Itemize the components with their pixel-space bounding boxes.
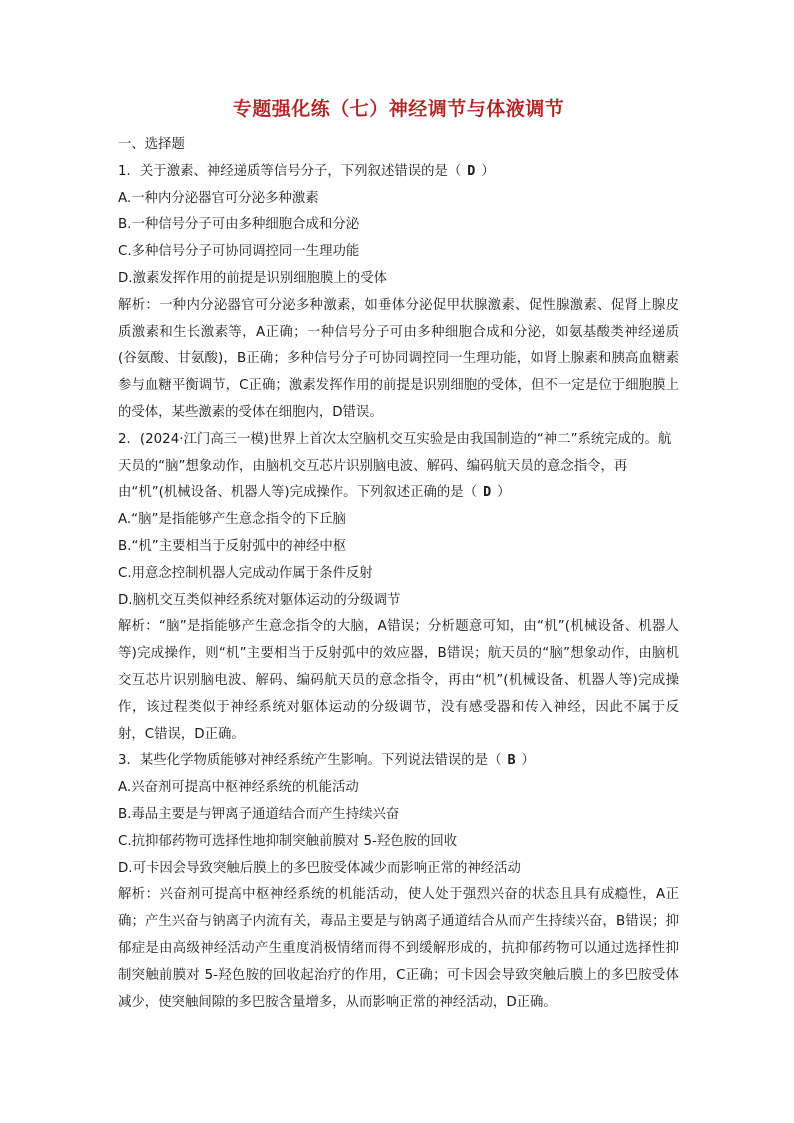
- stem-close: ）: [497, 485, 511, 501]
- answer-letter: D: [483, 485, 492, 501]
- option-b: B.“机”主要相当于反射弧中的神经中枢: [118, 538, 347, 554]
- question-stem: [118, 427, 679, 507]
- page-title: 专题强化练（七）神经调节与体液调节: [232, 98, 565, 120]
- option-c: C.抗抑郁药物可选择性地抑制突触前膜对 5-羟色胺的回收: [118, 833, 458, 849]
- option-c: C.多种信号分子可协同调控同一生理功能: [118, 244, 360, 260]
- question-3: [118, 748, 679, 1016]
- option-b: B.毒品主要是与钾离子通道结合而产生持续兴奋: [118, 806, 400, 822]
- section-heading: 一、选择题: [118, 137, 185, 152]
- answer-letter: D: [467, 163, 476, 179]
- analysis-text: 解析：一种内分泌器官可分泌多种激素，如垂体分泌促甲状腺激素、促性腺激素、促肾上腺皮质激素和生长激素等，A正确；一种信号分子可由多种细胞合成和分泌，如氨基酸类神经递质(谷氨酸、甘氨酸)，B正确；多种信号分子可协同调控同一生理功能，如肾上腺素和胰高血糖素参与血糖平衡调节，C正确；激素发挥作用的前提是识别细胞的受体，但不一定是位于细胞膜上的受体，某些激素的受体在细胞内，D错误。: [118, 297, 679, 420]
- question-2: [118, 427, 679, 749]
- stem-text: 3．某些化学物质能够对神经系统产生影响。下列说法错误的是（: [118, 753, 502, 769]
- option-b: B.一种信号分子可由多种细胞合成和分泌: [118, 217, 360, 233]
- analysis-text: 解析：兴奋剂可提高中枢神经系统的机能活动，使人处于强烈兴奋的状态且具有成瘾性，A正确；产生兴奋与钠离子内流有关，毒品主要是与钠离子通道结合从而产生持续兴奋，B错误；抑郁症是由高级神经活动产生重度消极情绪而得不到缓解形成的，抗抑郁药物可以通过选择性抑制突触前膜对 5-羟色胺的回收起治疗的作用，C正确；可卡因会导致突触后膜上的多巴胺受体减少，使突触间隙的多巴胺含量增多，从而影响正常的神经活动，D正确。: [118, 887, 679, 1010]
- stem-text: 2．(2024·江门高三一模)世界上首次太空脑机交互实验是由我国制造的“神二”系统完成的。航天员的“脑”想象动作，由脑机交互芯片识别脑电波、解码、编码航天员的意念指令，再由“机”(机械设备、机器人等)完成操作。下列叙述正确的是（: [118, 431, 672, 501]
- stem-close: ）: [481, 163, 495, 179]
- option-d: D.脑机交互类似神经系统对躯体运动的分级调节: [118, 592, 401, 608]
- option-c: C.用意念控制机器人完成动作属于条件反射: [118, 565, 373, 581]
- question-stem: [118, 748, 679, 775]
- stem-close: ）: [521, 753, 535, 769]
- question-1: [118, 159, 679, 427]
- analysis-text: 解析：“脑”是指能够产生意念指令的大脑，A错误；分析题意可知，由“机”(机械设备、机器人等)完成操作，则“机”主要相当于反射弧中的效应器，B错误；航天员的“脑”想象动作，由脑机交互芯片识别脑电波、解码、编码航天员的意念指令，再由“机”(机械设备、机器人等)完成操作，该过程类似于神经系统对躯体运动的分级调节，没有感受器和传入神经，因此不属于反射，C错误，D正确。: [118, 619, 679, 742]
- stem-text: 1．关于激素、神经递质等信号分子，下列叙述错误的是（: [118, 163, 462, 179]
- option-d: D.可卡因会导致突触后膜上的多巴胺受体减少而影响正常的神经活动: [118, 860, 521, 876]
- option-a: A.兴奋剂可提高中枢神经系统的机能活动: [118, 780, 359, 796]
- option-a: A.“脑”是指能够产生意念指令的下丘脑: [118, 512, 346, 528]
- answer-letter: B: [507, 753, 516, 769]
- option-d: D.激素发挥作用的前提是识别细胞膜上的受体: [118, 270, 387, 286]
- option-a: A.一种内分泌器官可分泌多种激素: [118, 190, 319, 206]
- question-stem: [118, 159, 679, 186]
